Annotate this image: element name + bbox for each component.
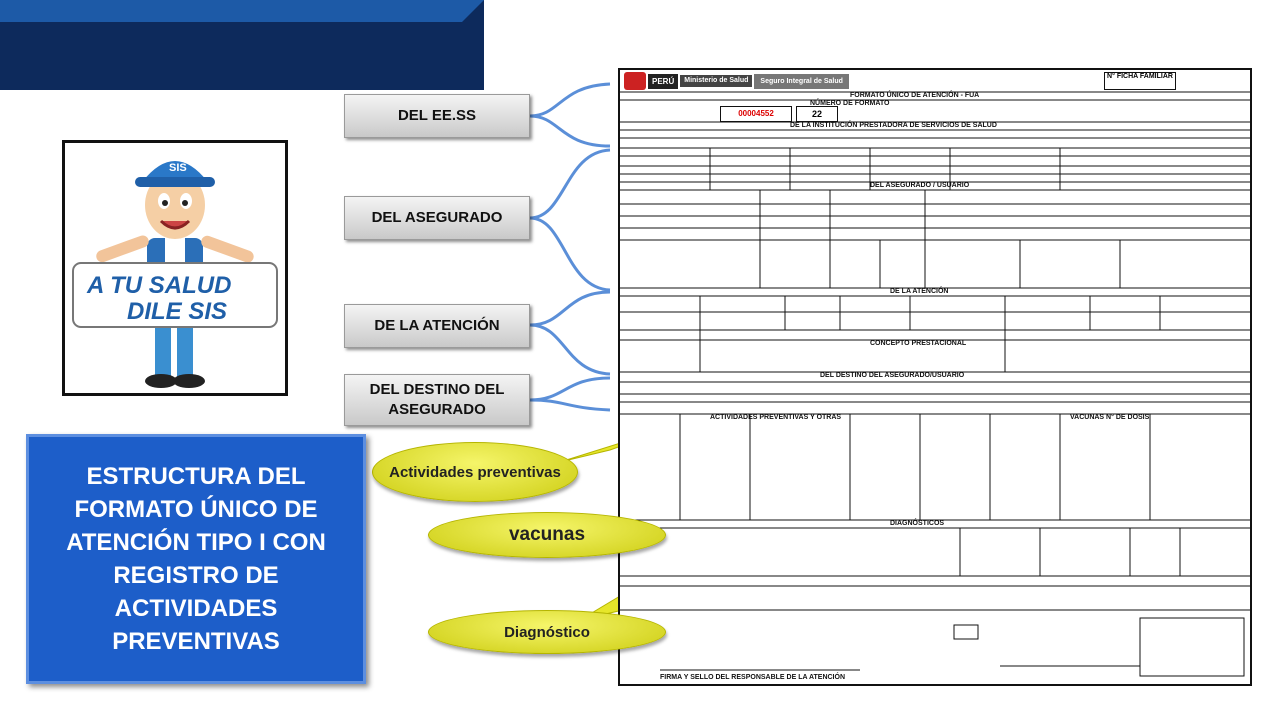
label-del-asegurado: DEL ASEGURADO — [344, 196, 530, 240]
form-firma-label: FIRMA Y SELLO DEL RESPONSABLE DE LA ATENCIÓN — [660, 674, 845, 681]
sign-line-2: DILE SIS — [127, 298, 228, 325]
label-del-destino: DEL DESTINO DEL ASEGURADO — [344, 374, 530, 426]
form-ministerio-label: Ministerio de Salud — [680, 75, 752, 87]
label-del-eess: DEL EE.SS — [344, 94, 530, 138]
callout-actividades-preventivas: Actividades preventivas — [372, 442, 578, 502]
form-section-atencion: DE LA ATENCIÓN — [890, 288, 949, 295]
form-numero-value: 00004552 — [720, 106, 792, 122]
form-section-vacunas: VACUNAS N° DE DOSIS — [1070, 414, 1150, 421]
form-section-diagnosticos: DIAGNÓSTICOS — [890, 520, 945, 527]
sign-line-1: A TU SALUD — [87, 272, 232, 299]
structure-title-box — [26, 434, 366, 684]
callout-diagnostico: Diagnóstico — [428, 610, 666, 654]
form-numero-lote: 22 — [796, 106, 838, 122]
form-section-asegurado: DEL ASEGURADO / USUARIO — [870, 182, 970, 189]
form-section-prestacional: CONCEPTO PRESTACIONAL — [870, 340, 967, 347]
callout-vacunas: vacunas — [428, 512, 666, 558]
form-numero-formato-label: NÚMERO DE FORMATO — [810, 100, 890, 107]
form-title: FORMATO ÚNICO DE ATENCIÓN - FUA — [850, 92, 980, 99]
form-section-ipress: DE LA INSTITUCIÓN PRESTADORA DE SERVICIOS DE SALUD — [790, 122, 997, 129]
form-section-destino: DEL DESTINO DEL ASEGURADO/USUARIO — [820, 372, 965, 379]
form-peru-label: PERÚ — [648, 74, 678, 89]
label-de-la-atencion: DE LA ATENCIÓN — [344, 304, 530, 348]
form-seguro-label: Seguro Integral de Salud — [754, 74, 848, 89]
form-ficha-label: N° FICHA FAMILIAR — [1104, 72, 1176, 90]
form-section-actividades: ACTIVIDADES PREVENTIVAS Y OTRAS — [710, 414, 842, 421]
structure-title: ESTRUCTURA DEL FORMATO ÚNICO DE ATENCIÓN TIPO I CON REGISTRO DE ACTIVIDADES PREVENTIVAS — [66, 463, 326, 655]
cap-text: SIS — [169, 162, 187, 174]
fua-form-image — [618, 68, 1252, 686]
